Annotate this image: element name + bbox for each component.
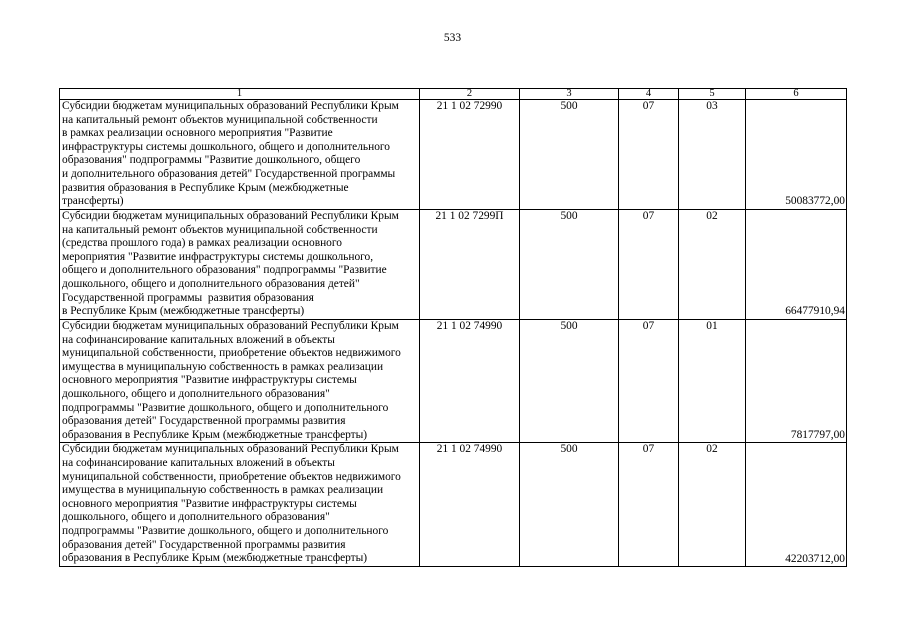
amount-cell: 7817797,00	[746, 320, 847, 443]
amount-cell: 50083772,00	[746, 100, 847, 210]
amount-cell: 42203712,00	[746, 443, 847, 567]
section-cell: 07	[619, 100, 679, 210]
section-cell: 07	[619, 443, 679, 567]
target-code-cell: 21 1 02 74990	[420, 443, 520, 567]
description-cell: Субсидии бюджетам муниципальных образований Республики Крым на капитальный ремонт объектов муниципальной собственности (средства прошлого года) в рамках реализации основного мероприятия "Развитие инфраструктуры системы дошкольного, общего и дополнительного образования" подпрограммы "Развитие дошкольного, общего и дополнительного образования детей" Государственной программы развития образования в Республике Крым (межбюджетные трансферты)	[60, 210, 420, 320]
subsection-cell: 02	[679, 443, 746, 567]
table-header-row	[60, 89, 847, 100]
table-row	[60, 320, 847, 443]
target-code-cell: 21 1 02 7299П	[420, 210, 520, 320]
expense-type-cell: 500	[520, 320, 619, 443]
table-row	[60, 443, 847, 567]
column-header-5: 5	[679, 89, 746, 100]
expense-type-cell: 500	[520, 100, 619, 210]
target-code-cell: 21 1 02 72990	[420, 100, 520, 210]
subsection-cell: 03	[679, 100, 746, 210]
budget-table	[59, 88, 847, 567]
column-header-3: 3	[520, 89, 619, 100]
subsection-cell: 01	[679, 320, 746, 443]
column-header-1: 1	[60, 89, 420, 100]
amount-cell: 66477910,94	[746, 210, 847, 320]
target-code-cell: 21 1 02 74990	[420, 320, 520, 443]
expense-type-cell: 500	[520, 443, 619, 567]
column-header-4: 4	[619, 89, 679, 100]
subsection-cell: 02	[679, 210, 746, 320]
description-cell: Субсидии бюджетам муниципальных образований Республики Крым на софинансирование капитальных вложений в объекты муниципальной собственности, приобретение объектов недвижимого имущества в муниципальную собственность в рамках реализации основного мероприятия "Развитие инфраструктуры системы дошкольного, общего и дополнительного образования" подпрограммы "Развитие дошкольного, общего и дополнительного образования детей" Государственной программы развития образования в Республике Крым (межбюджетные трансферты)	[60, 320, 420, 443]
expense-type-cell: 500	[520, 210, 619, 320]
column-header-6: 6	[746, 89, 847, 100]
section-cell: 07	[619, 320, 679, 443]
description-cell: Субсидии бюджетам муниципальных образований Республики Крым на софинансирование капитальных вложений в объекты муниципальной собственности, приобретение объектов недвижимого имущества в муниципальную собственность в рамках реализации основного мероприятия "Развитие инфраструктуры системы дошкольного, общего и дополнительного образования" подпрограммы "Развитие дошкольного, общего и дополнительного образования детей" Государственной программы развития образования в Республике Крым (межбюджетные трансферты)	[60, 443, 420, 567]
section-cell: 07	[619, 210, 679, 320]
table-row	[60, 210, 847, 320]
description-cell: Субсидии бюджетам муниципальных образований Республики Крым на капитальный ремонт объектов муниципальной собственности в рамках реализации основного мероприятия "Развитие инфраструктуры системы дошкольного, общего и дополнительного образования" подпрограммы "Развитие дошкольного, общего и дополнительного образования детей" Государственной программы развития образования в Республике Крым (межбюджетные трансферты)	[60, 100, 420, 210]
page-number: 533	[443, 32, 462, 44]
column-header-2: 2	[420, 89, 520, 100]
table-row	[60, 100, 847, 210]
